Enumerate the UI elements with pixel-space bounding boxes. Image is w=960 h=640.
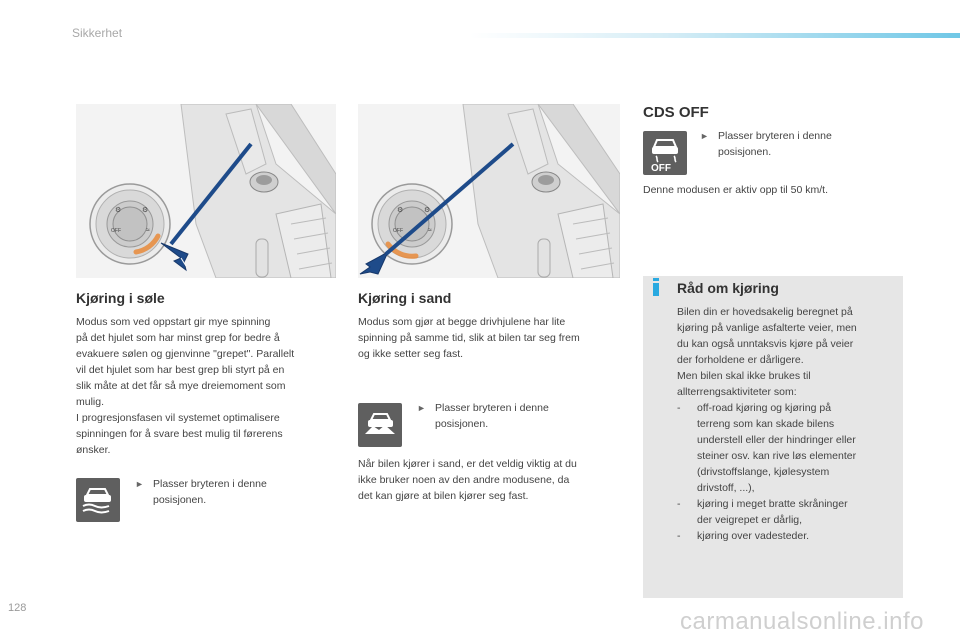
svg-text:OFF: OFF — [651, 163, 671, 172]
cds-off-text: Denne modusen er aktiv opp til 50 km/t. — [643, 184, 829, 196]
advice-list-item: - off-road kjøring og kjøring på terreng som kan skade bilens understell eller der hindringer eller steiner osv. kan rive løs elementer (drivstoffslange, kjølesystem drivstoff, ...), — [677, 402, 857, 494]
mud-note-text: Plasser bryteren i denne posisjonen. — [153, 478, 267, 506]
illustration-sand-knob — [358, 104, 620, 278]
svg-text:⚙: ⚙ — [115, 207, 122, 214]
advice-title: Råd om kjøring — [677, 280, 779, 296]
mud-paragraph-1: Modus som ved oppstart gir mye spinning på det hjulet som har minst grep for bedre å evakuere sølen og gjenvinne "grepet". Parallelt vil det hjulet som har best grep bli styrt på en slik måte at det får så mye dreiemoment som mulig. I progresjonsfasen vil systemet optimalisere spinningen for å svare best mulig til førerens ønsker. — [76, 316, 295, 456]
svg-text:≈: ≈ — [146, 227, 150, 234]
car-sand-icon — [363, 410, 397, 440]
arrow-bullet-icon: ► — [700, 131, 709, 141]
info-icon — [652, 278, 660, 296]
mud-mode-icon — [76, 478, 120, 522]
header-accent-bar — [470, 33, 960, 38]
svg-text:⚙: ⚙ — [397, 207, 404, 214]
advice-list-item: - kjøring i meget bratte skråninger der veigrepet er dårlig, — [677, 498, 848, 526]
cds-off-mode-icon — [643, 131, 687, 175]
svg-text:OFF: OFF — [393, 228, 403, 234]
svg-text:⚙: ⚙ — [424, 207, 431, 214]
svg-text:OFF: OFF — [111, 228, 121, 234]
sand-note-text: Plasser bryteren i denne posisjonen. — [435, 402, 549, 430]
sand-title: Kjøring i sand — [358, 290, 452, 306]
car-mud-icon — [81, 485, 115, 515]
knob-illustration-sand — [358, 104, 620, 278]
svg-text:≈: ≈ — [428, 227, 432, 234]
mud-title: Kjøring i søle — [76, 290, 165, 306]
car-skid-off-icon — [647, 134, 683, 172]
sand-paragraph-1: Modus som gjør at begge drivhjulene har lite spinning på samme tid, slik at bilen tar seg frem og ikke setter seg fast. — [358, 316, 580, 360]
arrow-bullet-icon: ► — [135, 479, 144, 489]
arrow-bullet-icon: ► — [417, 403, 426, 413]
advice-body: Bilen din er hovedsakelig beregnet på kjøring på vanlige asfalterte veier, men du kan også unntaksvis kjøre på veier der forholdene er dårligere. Men bilen skal ikke brukes til allterrengsaktiviteter som: - off-road kjøring og kjøring på terreng som kan skade bilens understell eller der hindringer eller steiner osv. kan rive løs elementer (drivstoffslange, kjølesystem drivstoff, ...), - kjøring i meget bratte skråninger der veigrepet er dårlig, - kjøring over vadesteder. — [677, 304, 897, 544]
knob-illustration-mud — [76, 104, 336, 278]
section-header: Sikkerhet — [72, 26, 123, 40]
svg-text:⚙: ⚙ — [142, 207, 149, 214]
watermark: carmanualsonline.info — [680, 608, 924, 635]
sand-paragraph-2: Når bilen kjører i sand, er det veldig viktig at du ikke bruker noen av den andre modusene, da det kan gjøre at bilen kjører seg fast. — [358, 458, 577, 502]
cds-off-note-text: Plasser bryteren i denne posisjonen. — [718, 130, 832, 158]
page-number: 128 — [8, 602, 27, 614]
illustration-mud-knob — [76, 104, 336, 278]
cds-off-title: CDS OFF — [643, 104, 709, 121]
advice-list-item: - kjøring over vadesteder. — [677, 530, 810, 542]
sand-mode-icon — [358, 403, 402, 447]
